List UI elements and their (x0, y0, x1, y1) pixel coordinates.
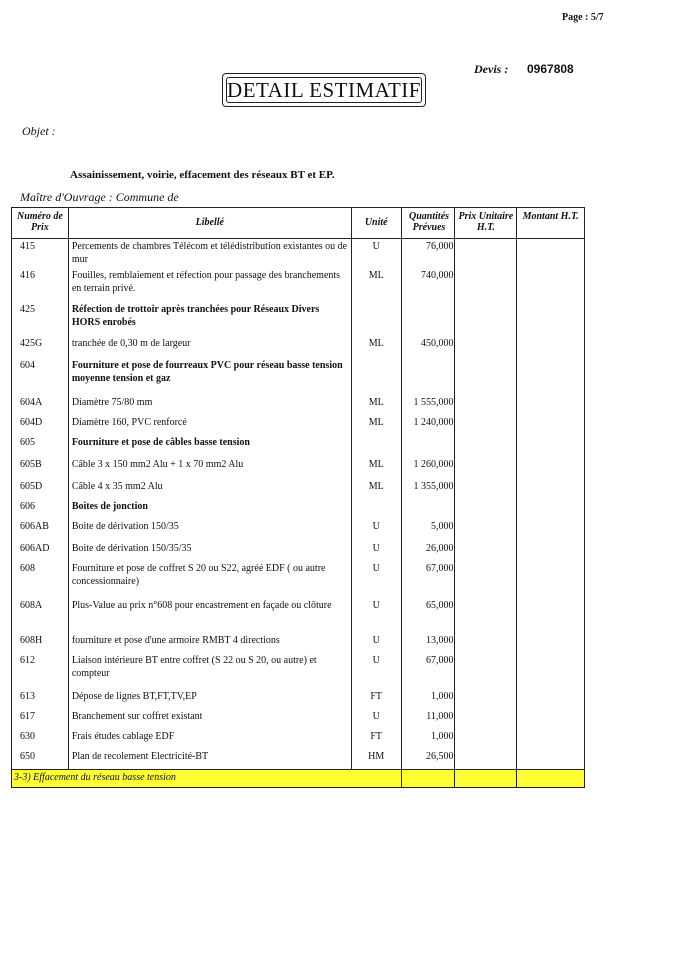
table-row (12, 336, 584, 358)
item-description: Fouilles, remblaiement et réfection pour passage des branchements en terrain privé. (68, 268, 351, 302)
section-total-row (12, 769, 584, 787)
item-unit: ML (351, 336, 401, 358)
table-row (12, 358, 584, 395)
item-amount (516, 479, 584, 499)
price-number: 605D (20, 481, 43, 492)
item-unit-price (454, 749, 516, 769)
item-unit: U (351, 541, 401, 561)
item-quantity (401, 358, 455, 395)
item-quantity (401, 302, 455, 336)
item-amount (516, 561, 584, 598)
item-description: Réfection de trottoir après tranchées pour Réseaux Divers HORS enrobés (68, 302, 351, 336)
item-description: Boites de jonction (68, 499, 351, 519)
item-unit: HM (351, 749, 401, 769)
table-body (12, 239, 584, 769)
page-number: Page : 5/7 (562, 12, 604, 23)
item-amount (516, 633, 584, 653)
item-unit-price (454, 499, 516, 519)
item-unit-price (454, 435, 516, 457)
item-unit-price (454, 358, 516, 395)
table-row (12, 709, 584, 729)
title-frame (222, 73, 426, 107)
item-unit (351, 499, 401, 519)
item-amount (516, 395, 584, 415)
item-unit-price (454, 239, 516, 268)
price-number: 416 (20, 270, 35, 281)
table-row (12, 749, 584, 769)
table-row (12, 653, 584, 689)
item-quantity: 11,000 (401, 709, 455, 729)
item-unit-price (454, 729, 516, 749)
item-amount (516, 499, 584, 519)
header-unite: Unité (351, 208, 401, 238)
item-unit: FT (351, 689, 401, 709)
price-number: 608 (20, 563, 35, 574)
item-amount (516, 435, 584, 457)
item-unit: ML (351, 479, 401, 499)
item-unit-price (454, 519, 516, 541)
price-number: 415 (20, 241, 35, 252)
price-number: 604 (20, 360, 35, 371)
item-unit-price (454, 336, 516, 358)
price-number: 606AB (20, 521, 49, 532)
item-amount (516, 457, 584, 479)
table-row (12, 598, 584, 633)
item-amount (516, 519, 584, 541)
item-amount (516, 653, 584, 689)
table-row (12, 689, 584, 709)
item-quantity (401, 499, 455, 519)
table-row (12, 499, 584, 519)
objet-label: Objet : (22, 124, 56, 138)
table-row (12, 519, 584, 541)
item-description: Percements de chambres Télécom et télédistribution existantes ou de mur (68, 239, 351, 268)
item-description: Dépose de lignes BT,FT,TV,EP (68, 689, 351, 709)
item-amount (516, 709, 584, 729)
item-unit-price (454, 689, 516, 709)
item-quantity: 1 260,000 (401, 457, 455, 479)
price-number: 608H (20, 635, 43, 646)
item-amount (516, 302, 584, 336)
price-number: 606AD (20, 543, 50, 554)
item-description: fourniture et pose d'une armoire RMBT 4 directions (68, 633, 351, 653)
item-quantity: 26,500 (401, 749, 455, 769)
table-row (12, 561, 584, 598)
item-amount (516, 598, 584, 633)
header-numero: Numéro de Prix (16, 211, 63, 233)
item-unit-price (454, 653, 516, 689)
item-description: Diamètre 75/80 mm (68, 395, 351, 415)
objet-description: Assainissement, voirie, effacement des réseaux BT et EP. (70, 169, 335, 181)
item-unit: ML (351, 395, 401, 415)
item-unit: ML (351, 415, 401, 435)
item-unit: U (351, 709, 401, 729)
item-unit: ML (351, 268, 401, 302)
table-row (12, 435, 584, 457)
item-unit (351, 435, 401, 457)
item-description: Fourniture et pose de câbles basse tension (68, 435, 351, 457)
price-number: 613 (20, 691, 35, 702)
item-quantity: 26,000 (401, 541, 455, 561)
price-number: 650 (20, 751, 35, 762)
item-amount (516, 729, 584, 749)
item-unit-price (454, 561, 516, 598)
item-unit-price (454, 479, 516, 499)
section-total-prix (454, 770, 516, 787)
item-description: Liaison intérieure BT entre coffret (S 22 ou S 20, ou autre) et compteur (68, 653, 351, 689)
table-row (12, 302, 584, 336)
price-number: 606 (20, 501, 35, 512)
devis-label: Devis : (474, 62, 509, 76)
price-number: 604D (20, 417, 43, 428)
item-description: tranchée de 0,30 m de largeur (68, 336, 351, 358)
item-quantity: 1,000 (401, 729, 455, 749)
price-number: 605 (20, 437, 35, 448)
header-quantites: Quantités Prévues (401, 208, 455, 238)
table-row (12, 729, 584, 749)
section-total-qty (401, 770, 455, 787)
price-number: 630 (20, 731, 35, 742)
item-quantity: 1 555,000 (401, 395, 455, 415)
item-description: Fourniture et pose de coffret S 20 ou S22, agréé EDF ( ou autre concessionnaire) (68, 561, 351, 598)
devis-number: 0967808 (527, 62, 574, 76)
header-montant: Montant H.T. (516, 208, 584, 238)
item-description: Fourniture et pose de fourreaux PVC pour réseau basse tension moyenne tension et gaz (68, 358, 351, 395)
table-header (12, 208, 584, 239)
maitre-ouvrage-label: Maître d'Ouvrage : Commune de (20, 190, 179, 204)
item-unit-price (454, 598, 516, 633)
item-amount (516, 415, 584, 435)
item-unit: U (351, 519, 401, 541)
item-unit (351, 358, 401, 395)
header-prix: Prix Unitaire H.T. (454, 208, 516, 238)
item-unit-price (454, 302, 516, 336)
item-unit: U (351, 561, 401, 598)
item-amount (516, 239, 584, 268)
item-quantity: 1,000 (401, 689, 455, 709)
item-quantity (401, 435, 455, 457)
item-amount (516, 689, 584, 709)
page-title: DETAIL ESTIMATIF (227, 77, 421, 102)
item-description: Branchement sur coffret existant (68, 709, 351, 729)
item-unit: U (351, 653, 401, 689)
item-unit-price (454, 633, 516, 653)
header-libelle: Libellé (68, 208, 351, 238)
item-description: Câble 4 x 35 mm2 Alu (68, 479, 351, 499)
item-unit-price (454, 709, 516, 729)
item-quantity: 65,000 (401, 598, 455, 633)
item-unit (351, 302, 401, 336)
table-row (12, 268, 584, 302)
item-amount (516, 749, 584, 769)
table-row (12, 633, 584, 653)
item-description: Boite de dérivation 150/35/35 (68, 541, 351, 561)
item-unit: ML (351, 457, 401, 479)
section-total-montant (516, 770, 584, 787)
price-number: 604A (20, 397, 43, 408)
item-unit: U (351, 633, 401, 653)
item-quantity: 1 355,000 (401, 479, 455, 499)
item-description: Frais études cablage EDF (68, 729, 351, 749)
price-number: 605B (20, 459, 42, 470)
item-unit-price (454, 395, 516, 415)
price-number: 425G (20, 338, 43, 349)
price-number: 425 (20, 304, 35, 315)
item-description: Câble 3 x 150 mm2 Alu + 1 x 70 mm2 Alu (68, 457, 351, 479)
item-description: Plan de recolement Electricité-BT (68, 749, 351, 769)
table-row (12, 415, 584, 435)
item-quantity: 1 240,000 (401, 415, 455, 435)
price-number: 612 (20, 655, 35, 666)
item-unit: U (351, 598, 401, 633)
item-quantity: 67,000 (401, 653, 455, 689)
item-amount (516, 541, 584, 561)
table-row (12, 541, 584, 561)
section-total-label: 3-3) Effacement du réseau basse tension (14, 772, 176, 783)
item-description: Diamètre 160, PVC renforcé (68, 415, 351, 435)
item-unit: U (351, 239, 401, 268)
item-quantity: 5,000 (401, 519, 455, 541)
item-quantity: 740,000 (401, 268, 455, 302)
item-amount (516, 358, 584, 395)
item-amount (516, 336, 584, 358)
table-row (12, 479, 584, 499)
table-row (12, 457, 584, 479)
item-amount (516, 268, 584, 302)
price-number: 608A (20, 600, 43, 611)
item-quantity: 450,000 (401, 336, 455, 358)
table-row (12, 239, 584, 268)
item-description: Plus-Value au prix n°608 pour encastrement en façade ou clôture (68, 598, 351, 633)
table-row (12, 395, 584, 415)
item-description: Boite de dérivation 150/35 (68, 519, 351, 541)
item-unit-price (454, 268, 516, 302)
estimate-table (11, 207, 585, 788)
item-quantity: 76,000 (401, 239, 455, 268)
price-number: 617 (20, 711, 35, 722)
item-unit-price (454, 457, 516, 479)
item-unit-price (454, 415, 516, 435)
item-quantity: 67,000 (401, 561, 455, 598)
item-unit: FT (351, 729, 401, 749)
item-unit-price (454, 541, 516, 561)
item-quantity: 13,000 (401, 633, 455, 653)
